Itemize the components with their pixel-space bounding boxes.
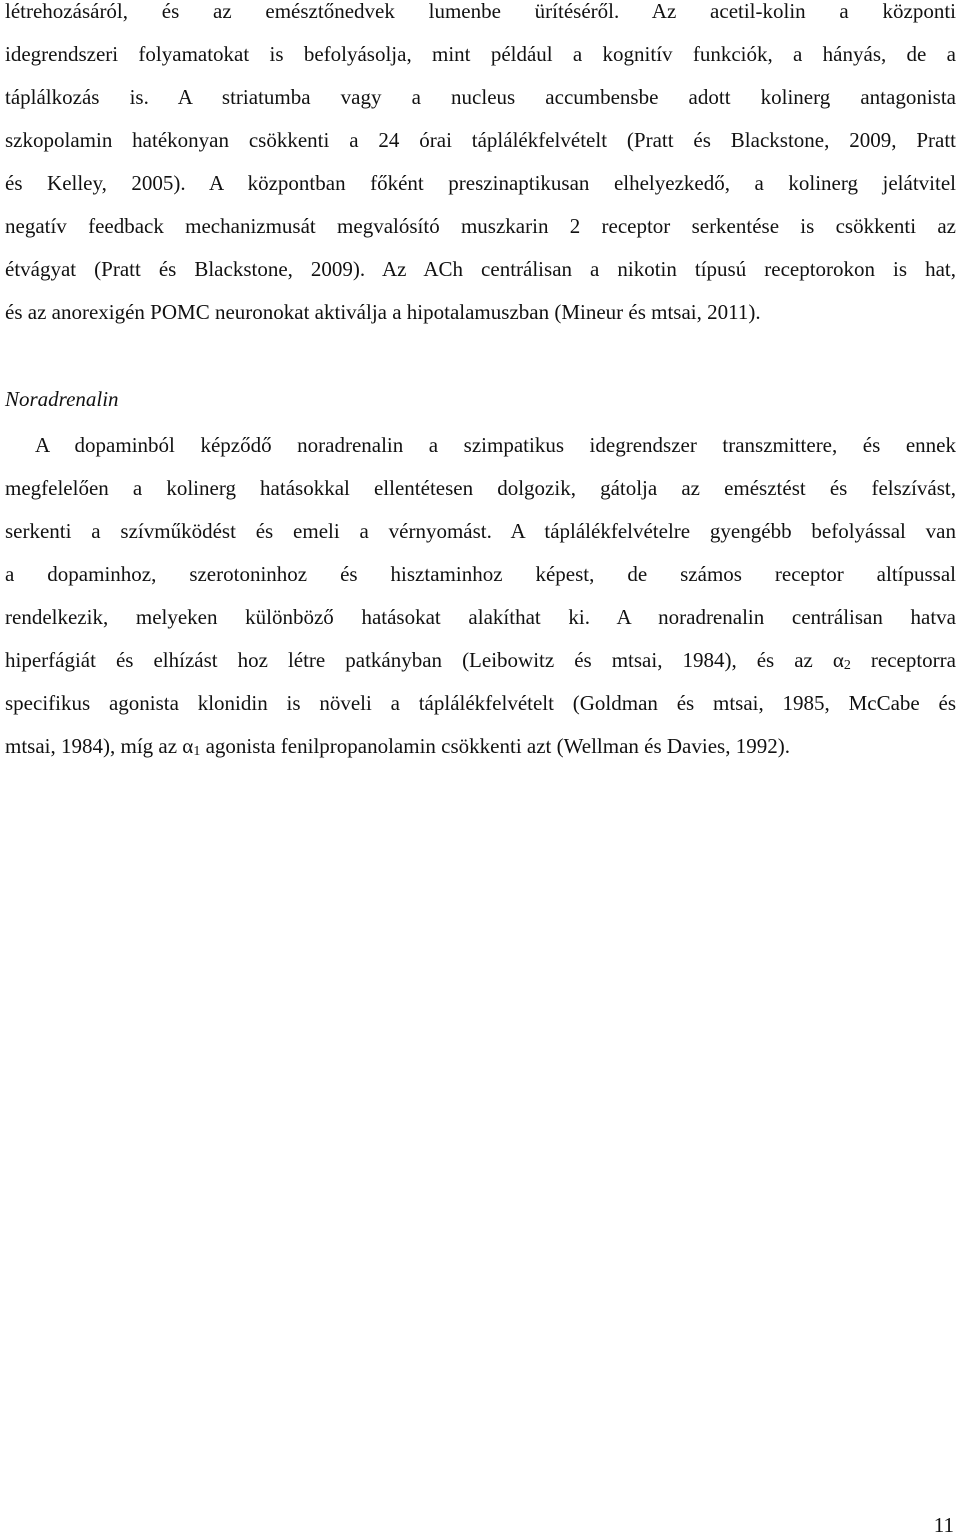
text-line: szkopolamin hatékonyan csökkenti a 24 órai táplálékfelvételt (Pratt és Blackstone, 2009, Pratt <box>5 128 956 152</box>
text-segment: hiperfágiát és elhízást hoz létre patkányban (Leibowitz és mtsai, 1984), és az α <box>5 648 844 672</box>
text-line: és Kelley, 2005). A központban főként preszinaptikusan elhelyezkedő, a kolinerg jelátvitel <box>5 171 956 195</box>
subscript: 2 <box>843 658 851 673</box>
text-line: megfelelően a kolinerg hatásokkal ellentétesen dolgozik, gátolja az emésztést és felszívást, <box>5 476 956 500</box>
text-line: a dopaminhoz, szerotoninhoz és hisztaminhoz képest, de számos receptor altípussal <box>5 562 956 586</box>
text-line: létrehozásáról, és az emésztőnedvek lumenbe ürítéséről. Az acetil-kolin a központi <box>5 0 956 23</box>
text-line: negatív feedback mechanizmusát megvalósító muszkarin 2 receptor serkentése is csökkenti az <box>5 214 956 238</box>
text-line: rendelkezik, melyeken különböző hatásokat alakíthat ki. A noradrenalin centrálisan hatva <box>5 605 956 629</box>
text-line: A dopaminból képződő noradrenalin a szimpatikus idegrendszer transzmittere, és ennek <box>35 433 956 457</box>
text-segment: receptorra <box>850 648 956 672</box>
text-line <box>5 645 956 675</box>
text-line: étvágyat (Pratt és Blackstone, 2009). Az ACh centrálisan a nikotin típusú receptorokon is hat, <box>5 257 956 281</box>
text-segment: agonista fenilpropanolamin csökkenti azt (Wellman és Davies, 1992). <box>200 734 790 758</box>
page-number: 11 <box>933 1513 954 1537</box>
text-segment: mtsai, 1984), míg az α <box>5 734 194 758</box>
text-line <box>5 731 956 761</box>
text-line: és az anorexigén POMC neuronokat aktiválja a hipotalamuszban (Mineur és mtsai, 2011). <box>5 300 761 324</box>
section-heading: Noradrenalin <box>5 387 119 411</box>
text-line: serkenti a szívműködést és emeli a vérnyomást. A táplálékfelvételre gyengébb befolyással van <box>5 519 956 543</box>
subscript: 1 <box>193 744 201 759</box>
text-line: idegrendszeri folyamatokat is befolyásolja, mint például a kognitív funkciók, a hányás, de a <box>5 42 956 66</box>
text-line: specifikus agonista klonidin is növeli a táplálékfelvételt (Goldman és mtsai, 1985, McCabe és <box>5 691 956 715</box>
text-line: táplálkozás is. A striatumba vagy a nucleus accumbensbe adott kolinerg antagonista <box>5 85 956 109</box>
